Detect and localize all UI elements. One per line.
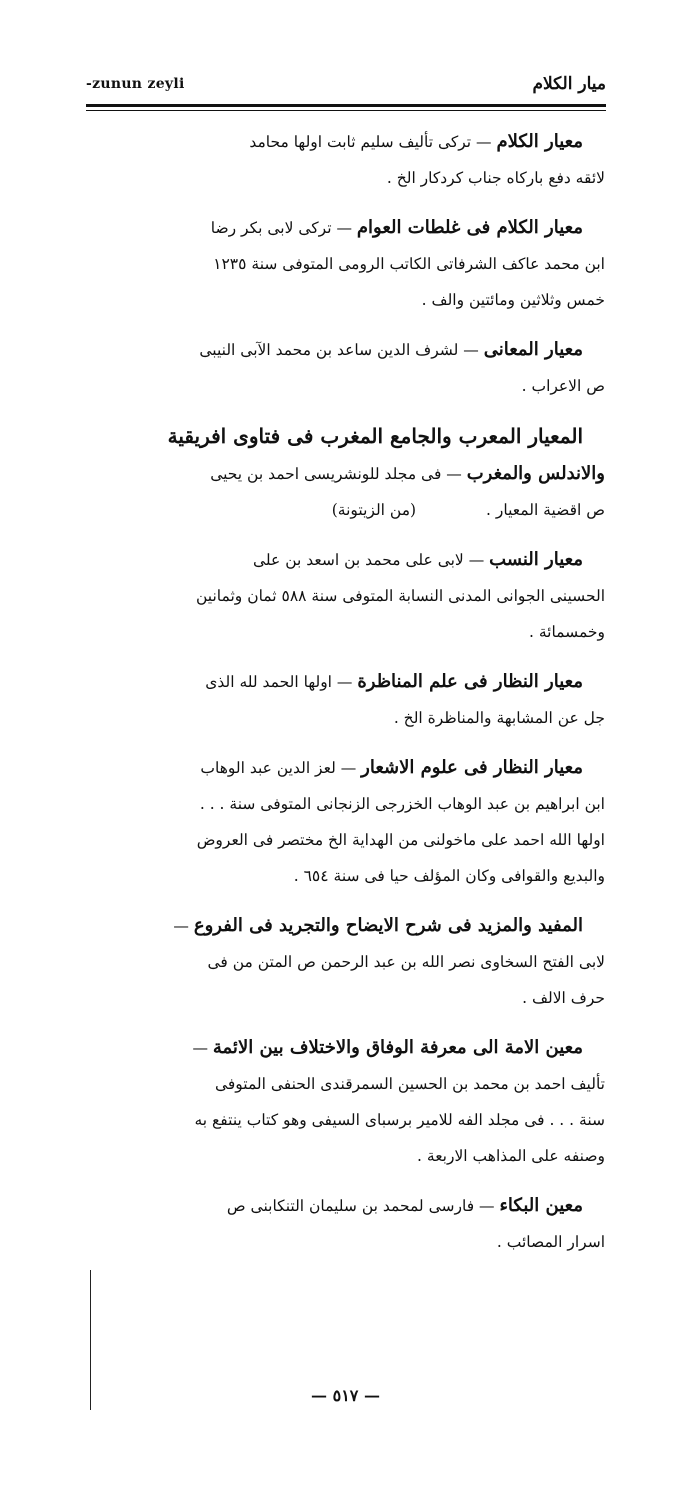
entry-title: معيار الكلام <box>496 131 583 152</box>
entry-title: معيار الكلام فى غلطات العوام <box>356 217 583 238</box>
entry-text: ابن محمد عاكف الشرفاتى الكاتب الرومى المتوفى سنة ١٢٣٥ <box>213 255 605 273</box>
header-right-text: ميار الكلام <box>532 74 606 94</box>
entry-title: معيار النظار فى علم المناظرة <box>357 671 583 692</box>
entry-5 <box>100 542 605 650</box>
entry-text: اولها الله احمد على ماخولنى من الهداية الخ مختصر فى العروض <box>196 831 605 849</box>
entry-text: — <box>192 1039 213 1057</box>
entry-text: جل عن المشابهة والمناظرة الخ . <box>393 709 605 727</box>
entry-text: — <box>173 917 194 935</box>
entry-text: — فارسى لمحمد بن سليمان التنكابنى ص <box>226 1197 500 1215</box>
entry-title: معيار المعانى <box>483 339 583 360</box>
header-rule-thin <box>86 110 606 111</box>
entry-text: — فى مجلد للونشريسى احمد بن يحيى <box>210 465 467 483</box>
entry-1 <box>100 124 605 196</box>
entry-title: معين الامة الى معرفة الوفاق والاختلاف بين الائمة <box>212 1037 583 1058</box>
entry-text: الحسينى الجوانى المدنى النسابة المتوفى سنة ٥٨٨ ثمان وثمانين <box>196 587 605 605</box>
entry-title: المفيد والمزيد فى شرح الايضاح والتجريد فى الفروع <box>193 915 583 936</box>
header-rule-thick <box>86 104 606 107</box>
entry-8 <box>100 908 605 1016</box>
entry-7 <box>100 750 605 894</box>
entry-text: وصنفه على المذاهب الاربعة . <box>417 1147 605 1165</box>
entry-text: وخمسمائة . <box>528 623 605 641</box>
entry-text: والبديع والقوافى وكان المؤلف حيا فى سنة ٦٥٤ . <box>293 867 605 885</box>
entry-text: لابى الفتح السخاوى نصر الله بن عبد الرحمن ص المتن من فى <box>207 953 605 971</box>
running-header <box>86 74 606 100</box>
entry-text: ص الاعراب . <box>521 377 605 395</box>
page-number: — ٥١٧ — <box>311 1386 380 1405</box>
header-left-text: -zunun zeyli <box>86 76 185 92</box>
entry-text: تأليف احمد بن محمد بن الحسين السمرقندى الحنفى المتوفى <box>214 1075 605 1093</box>
entry-text: لائقه دفع باركاه جناب كردكار الخ . <box>386 169 605 187</box>
entries-list <box>100 124 605 1274</box>
entry-text: خمس وثلاثين ومائتين والف . <box>421 291 605 309</box>
entry-text: — تركى لابى بكر رضا <box>210 219 357 237</box>
entry-10 <box>100 1188 605 1260</box>
entry-title: المعيار المعرب والجامع المغرب فى فتاوى افريقية <box>167 424 583 448</box>
entry-title: معين البكاء <box>499 1195 583 1216</box>
entry-text: اسرار المصائب . <box>496 1233 605 1251</box>
entry-text: — لابى على محمد بن اسعد بن على <box>253 551 490 569</box>
entry-text: — تركى تأليف سليم ثابت اولها محامد <box>249 133 497 151</box>
entry-2 <box>100 210 605 318</box>
entry-text: ابن ابراهيم بن عبد الوهاب الخزرجى الزنجانى المتوفى سنة . . . <box>199 795 605 813</box>
entry-3 <box>100 332 605 404</box>
entry-text: ص اقضية المعيار . <box>486 501 605 519</box>
entry-text: سنة . . . فى مجلد الفه للامير برسباى السيفى وهو كتاب ينتفع به <box>194 1111 605 1129</box>
entry-text: حرف الالف . <box>522 989 605 1007</box>
entry-title: معيار النسب <box>489 549 583 570</box>
entry-text: — لعز الدين عبد الوهاب <box>200 759 362 777</box>
entry-text: — اولها الحمد لله الذى <box>205 673 358 691</box>
entry-text: — لشرف الدين ساعد بن محمد الآبى النيبى <box>199 341 484 359</box>
entry-title: معيار النظار فى علوم الاشعار <box>361 757 583 778</box>
source-tag: (من الزيتونة) <box>331 501 417 519</box>
entry-6 <box>100 664 605 736</box>
entry-9 <box>100 1030 605 1174</box>
entry-title-continued: والاندلس والمغرب <box>466 463 605 484</box>
entry-4 <box>100 418 605 528</box>
